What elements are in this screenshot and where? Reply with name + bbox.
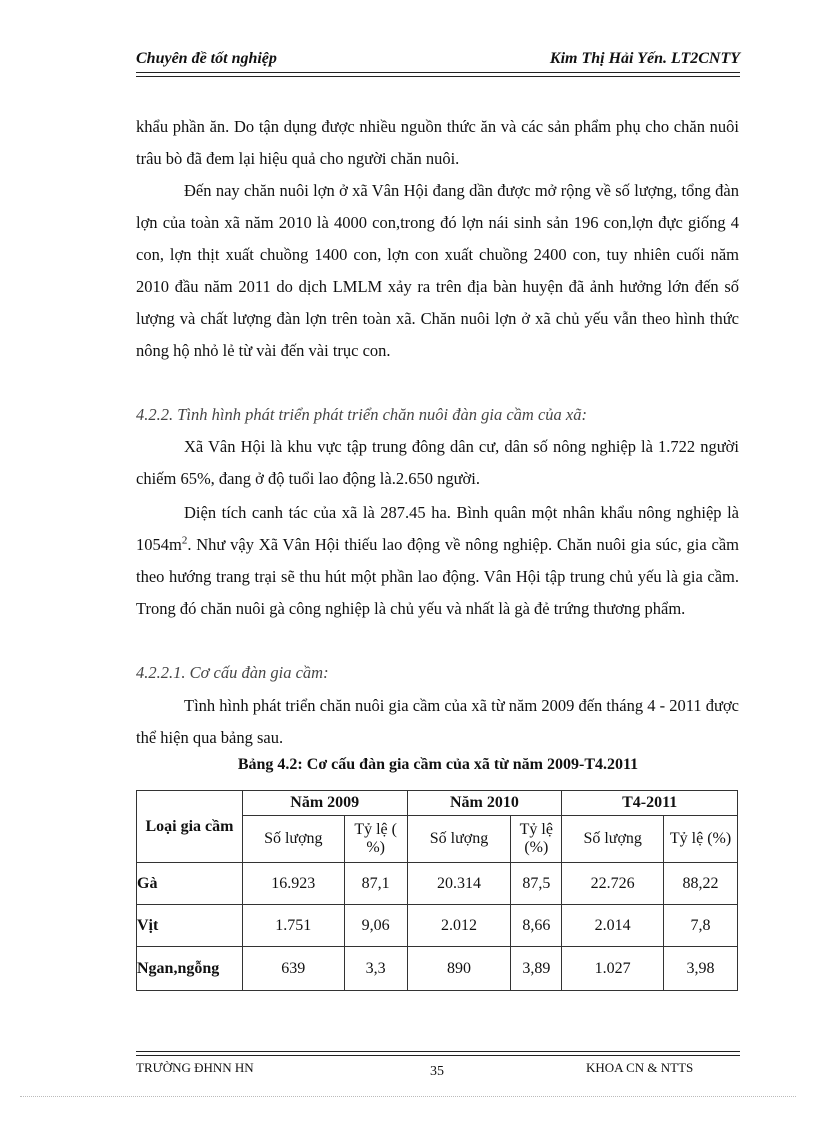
table-row bbox=[137, 905, 738, 947]
row-label: Gà bbox=[137, 863, 243, 905]
col-poultry-type: Loại gia cầm bbox=[137, 791, 243, 863]
table-cell: 3,89 bbox=[511, 947, 562, 991]
table-caption: Bảng 4.2: Cơ cấu đàn gia cầm của xã từ năm 2009-T4.2011 bbox=[237, 756, 639, 773]
footer-faculty: KHOA CN & NTTS bbox=[586, 1060, 694, 1075]
row-label: Ngan,ngỗng bbox=[137, 947, 243, 991]
paragraph-table-intro: Tình hình phát triển chăn nuôi gia cầm của xã từ năm 2009 đến tháng 4 - 2011 được thể hiện qua bảng sau. bbox=[136, 696, 739, 747]
col-quantity: Số lượng bbox=[562, 816, 664, 863]
paragraph-pig-farming: Đến nay chăn nuôi lợn ở xã Vân Hội đang dần được mở rộng về số lượng, tổng đàn lợn của toàn xã năm 2010 là 4000 con,trong đó lợn nái sinh sản 196 con,lợn đực giống 4 con, lợn thịt xuất chuồng 1400 con, lợn con xuất chuồng 2400 con, tuy nhiên cuối năm 2010 đầu năm 2011 do dịch LMLM xảy ra trên địa bàn huyện đã ảnh hưởng lớn đến số lượng và chất lượng đàn lợn trên toàn xã. Chăn nuôi lợn ở xã chủ yếu vẫn theo hình thức nông hộ nhỏ lẻ từ vài đến vài trục con. bbox=[136, 181, 739, 360]
header-rule bbox=[136, 72, 740, 73]
table-cell: 9,06 bbox=[344, 905, 407, 947]
header-title: Chuyên đề tốt nghiệp bbox=[136, 50, 277, 67]
table-cell: 3,98 bbox=[664, 947, 738, 991]
page-edge bbox=[20, 1096, 796, 1097]
col-quantity: Số lượng bbox=[407, 816, 511, 863]
table-row bbox=[137, 863, 738, 905]
paragraph-feed: khẩu phần ăn. Do tận dụng được nhiều nguồn thức ăn và các sản phẩm phụ cho chăn nuôi trâu bò đã đem lại hiệu quả cho người chăn nuôi. bbox=[136, 117, 739, 168]
table-cell: 7,8 bbox=[664, 905, 738, 947]
paragraph-land-area: Diện tích canh tác của xã là 287.45 ha. Bình quân một nhân khẩu nông nghiệp là $1054m^2$. Như vậy Xã Vân Hội thiếu lao động về nông nghiệp. Chăn nuôi gia súc, gia cầm theo hướng trang trại sẽ thu hút một phần lao động. Vân Hội tập trung chủ yếu là gia cầm. Trong đó chăn nuôi gà công nghiệp là chủ yếu và nhất là gà đẻ trứng thương phẩm. bbox=[136, 503, 739, 618]
row-label: Vịt bbox=[137, 905, 243, 947]
table-cell: 20.314 bbox=[407, 863, 511, 905]
paragraph-population: Xã Vân Hội là khu vực tập trung đông dân cư, dân số nông nghiệp là 1.722 người chiếm 65%, đang ở độ tuổi lao động là.2.650 người. bbox=[136, 437, 739, 488]
footer-school: TRƯỜNG ĐHNN HN bbox=[136, 1060, 254, 1075]
col-percent: Tỷ lệ (%) bbox=[511, 816, 562, 863]
col-year-2009: Năm 2009 bbox=[242, 791, 407, 816]
table-cell: 639 bbox=[242, 947, 344, 991]
col-percent: Tỷ lệ ( %) bbox=[344, 816, 407, 863]
page-header bbox=[136, 50, 740, 72]
table-cell: 2.014 bbox=[562, 905, 664, 947]
col-percent: Tỷ lệ (%) bbox=[664, 816, 738, 863]
table-cell: 1.751 bbox=[242, 905, 344, 947]
table-cell: 890 bbox=[407, 947, 511, 991]
header-rule bbox=[136, 76, 740, 77]
footer-rule bbox=[136, 1055, 740, 1056]
table-cell: 16.923 bbox=[242, 863, 344, 905]
table-row bbox=[137, 947, 738, 991]
table-cell: 22.726 bbox=[562, 863, 664, 905]
poultry-structure-table bbox=[136, 790, 738, 991]
table-cell: 88,22 bbox=[664, 863, 738, 905]
page-number: 35 bbox=[430, 1064, 444, 1079]
table-cell: 2.012 bbox=[407, 905, 511, 947]
col-t4-2011: T4-2011 bbox=[562, 791, 738, 816]
table-cell: 8,66 bbox=[511, 905, 562, 947]
footer-rule bbox=[136, 1051, 740, 1052]
table-cell: 1.027 bbox=[562, 947, 664, 991]
table-cell: 87,5 bbox=[511, 863, 562, 905]
table-cell: 3,3 bbox=[344, 947, 407, 991]
col-year-2010: Năm 2010 bbox=[407, 791, 562, 816]
table-cell: 87,1 bbox=[344, 863, 407, 905]
header-author: Kim Thị Hải Yến. LT2CNTY bbox=[549, 50, 740, 67]
section-heading-4-2-2: 4.2.2. Tình hình phát triển phát triển chăn nuôi đàn gia cầm của xã: bbox=[136, 405, 587, 424]
section-heading-4-2-2-1: 4.2.2.1. Cơ cấu đàn gia cầm: bbox=[136, 663, 329, 682]
col-quantity: Số lượng bbox=[242, 816, 344, 863]
table-header-row bbox=[137, 791, 738, 816]
